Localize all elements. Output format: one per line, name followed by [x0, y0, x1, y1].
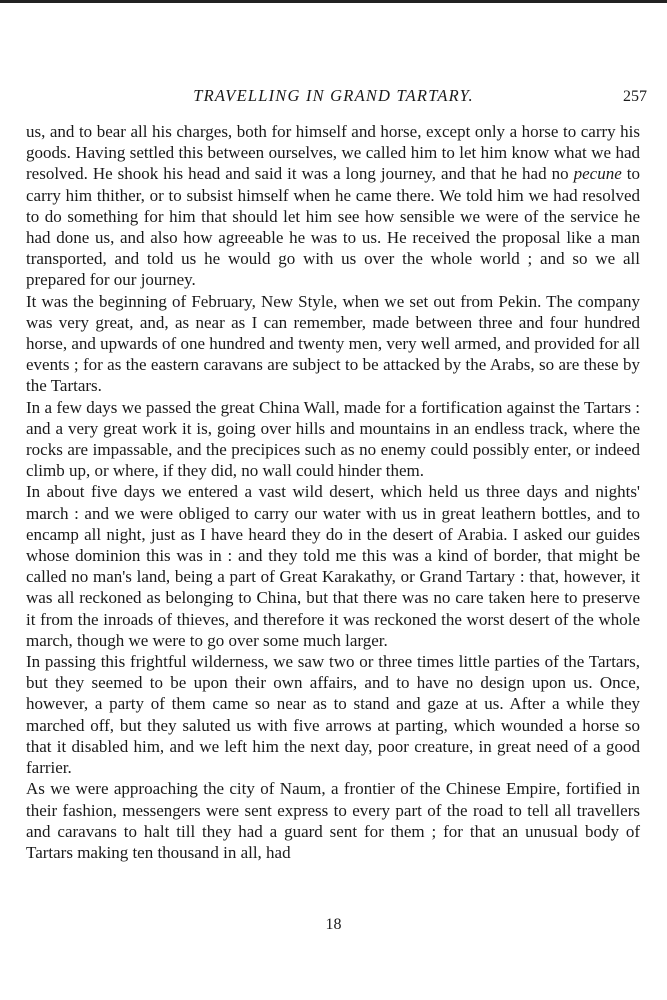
paragraph: us, and to bear all his charges, both for himself and horse, except only a horse to carry his goods. Having settled this between ourselves, we called him to let him know what we had resolved. He shook his head and said it was a long journey, and that he had no pecune to carry him thither, or to subsist himself when he came there. We told him we had resolved to do something for him that should let him see how sensible we were of the service he had done us, and also how agreeable he was to us. He received the proposal like a man transported, and told us he would go with us over the whole world ; and so we all prepared for our journey. [26, 122, 640, 290]
paragraph: In a few days we passed the great China Wall, made for a fortification against the Tartars : and a very great work it is, going over hills and mountains in an endless track, where the rocks are impassable, and the precipices such as no enemy could possibly enter, or indeed climb up, or where, if they did, no wall could hinder them. [26, 397, 640, 481]
body-text [26, 121, 640, 863]
paragraph: In about five days we entered a vast wild desert, which held us three days and nights' march : and we were obliged to carry our water with us in great leathern bottles, and to encamp all night, just as I have heard they do in the desert of Arabia. I asked our guides whose dominion this was in : and they told me this was a kind of border, that might be called no man's land, being a part of Great Karakathy, or Grand Tartary : that, however, it was all reckoned as belonging to China, but that there was no care taken here to preserve it from the inroads of thieves, and therefore it was reckoned the worst desert of the whole march, though we were to go over some much larger. [26, 482, 640, 650]
paragraph: It was the beginning of February, New Style, when we set out from Pekin. The company was very great, and, as near as I can remember, made between three and four hundred horse, and upwards of one hundred and twenty men, very well armed, and provided for all events ; for as the eastern caravans are subject to be attacked by the Arabs, so are these by the Tartars. [26, 291, 640, 396]
signature-mark: 18 [325, 916, 342, 933]
top-border-rule [0, 0, 667, 3]
page-number: 257 [623, 88, 647, 105]
page-header [20, 86, 647, 110]
running-head: TRAVELLING IN GRAND TARTARY. [193, 86, 474, 105]
italic-term: pecune [573, 164, 622, 184]
paragraph: In passing this frightful wilderness, we saw two or three times little parties of the Tartars, but they seemed to be upon their own affairs, and to have no design upon us. Once, however, a party of them came so near as to stand and gaze at us. After a while they marched off, but they saluted us with five arrows at parting, which wounded a horse so that it disabled him, and we left him the next day, poor creature, in great need of a good farrier. [26, 652, 640, 778]
paragraph: As we were approaching the city of Naum, a frontier of the Chinese Empire, fortified in their fashion, messengers were sent express to every part of the road to tell all travellers and caravans to halt till they had a guard sent for them ; for that an unusual body of Tartars making ten thousand in all, had [26, 779, 640, 862]
